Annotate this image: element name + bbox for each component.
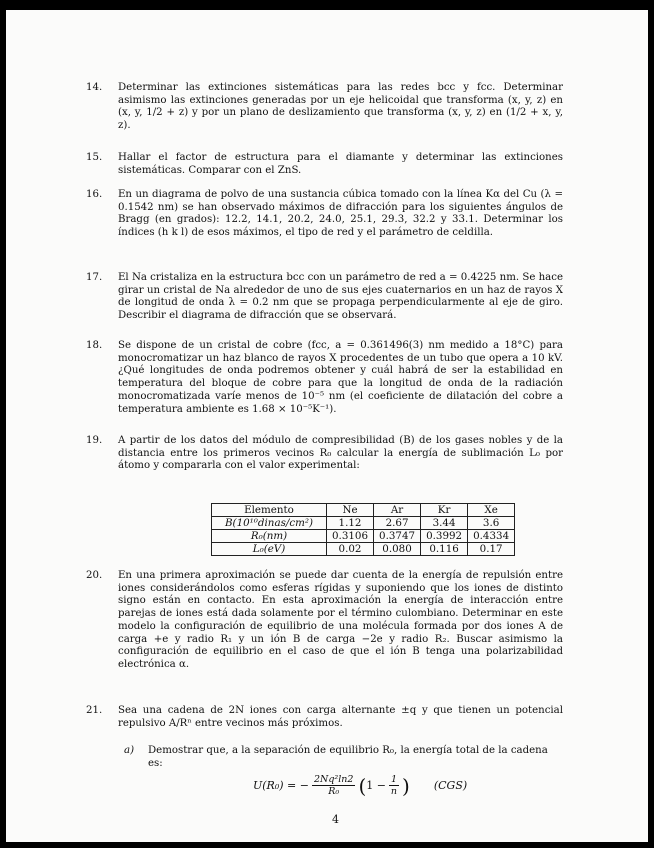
page-number: 4	[332, 813, 339, 826]
table-cell: Ar	[374, 504, 421, 517]
table-cell: 0.4334	[468, 530, 515, 543]
problem-number: 18.	[86, 340, 103, 351]
problem-number: 15.	[86, 152, 103, 163]
problem-text: En un diagrama de polvo de una sustancia cúbica tomado con la línea Kα del Cu (λ = 0.1542 nm) se han observado máximos de difracción para los siguientes ángulos de Bragg (en grados): 12.2, 14.1, 20.2, 24.0, 25.1, 29.3, 32.2 y 33.1. Determinar los índices (h k l) de esos máximos, el tipo de red y el parámetro de celdilla.	[118, 189, 563, 239]
table-cell: 0.3992	[421, 530, 468, 543]
table-cell: 3.6	[468, 517, 515, 530]
problem-number: 16.	[86, 189, 103, 200]
table-header-row	[212, 504, 515, 517]
problem-text: Determinar las extinciones sistemáticas para las redes bcc y fcc. Determinar asimismo las extinciones generadas por un eje helicoidal que transforma (x, y, z) en (x, y, 1/2 + z) y por un plano de deslizamiento que transforma (x, y, z) en (1/2 + x, y, z).	[118, 82, 563, 132]
table-cell: Elemento	[212, 504, 327, 517]
table-cell: B(10¹⁰dinas/cm²)	[212, 517, 327, 530]
equation-fraction	[312, 774, 355, 797]
paren-close: )	[402, 773, 410, 798]
table-cell: 0.3106	[327, 530, 374, 543]
fraction-numerator: 1	[390, 774, 398, 785]
fraction-denominator: R₀	[328, 786, 340, 797]
problem-number: 20.	[86, 570, 103, 581]
table-cell: 0.02	[327, 543, 374, 556]
problem-number: 14.	[86, 82, 103, 93]
problem-14	[86, 82, 563, 133]
energy-equation	[253, 774, 467, 797]
problem-20	[86, 570, 563, 672]
table-cell: Xe	[468, 504, 515, 517]
table-cell: 0.080	[374, 543, 421, 556]
problem-text: Sea una cadena de 2N iones con carga alternante ±q y que tienen un potencial repulsivo A/Rⁿ entre vecinos más próximos.	[118, 705, 563, 729]
noble-gas-table	[211, 503, 515, 556]
table-cell: 0.116	[421, 543, 468, 556]
fraction-numerator: 2Nq²ln2	[313, 774, 354, 785]
table-cell: L₀(eV)	[212, 543, 327, 556]
table-cell: 2.67	[374, 517, 421, 530]
equation-units: (CGS)	[433, 779, 468, 792]
inner-fraction	[389, 774, 399, 797]
problem-number: 21.	[86, 705, 103, 716]
equation-lhs: U(R₀) = −	[253, 779, 309, 792]
subitem-text: Demostrar que, a la separación de equilibrio R₀, la energía total de la cadena es:	[148, 745, 548, 769]
subitem-a	[124, 745, 563, 770]
equation-term: 1 −	[366, 779, 386, 792]
table-row	[212, 543, 515, 556]
problem-15	[86, 152, 563, 177]
problem-21	[86, 705, 563, 730]
table-cell: 0.17	[468, 543, 515, 556]
problem-number: 19.	[86, 435, 103, 446]
table-cell: 3.44	[421, 517, 468, 530]
subitem-label: a)	[124, 745, 135, 756]
problem-text: A partir de los datos del módulo de compresibilidad (B) de los gases nobles y de la distancia entre los primeros vecinos R₀ calcular la energía de sublimación L₀ por átomo y compararla con el valor experimental:	[118, 435, 563, 472]
table-cell: Ne	[327, 504, 374, 517]
problem-text: En una primera aproximación se puede dar cuenta de la energía de repulsión entre iones considerándolos como esferas rígidas y suponiendo que los iones de distinto signo están en contacto. En esta aproximación la energía de interacción entre parejas de iones está dada solamente por el término culombiano. Determinar en este modelo la configuración de equilibrio de una molécula formada por dos iones A de carga +e y radio R₁ y un ión B de carga −2e y radio R₂. Buscar asimismo la configuración de equilibrio en el caso de que el ión B tenga una polarizabilidad electrónica α.	[118, 570, 563, 670]
problem-18	[86, 340, 563, 416]
table-cell: R₀(nm)	[212, 530, 327, 543]
table-cell: 0.3747	[374, 530, 421, 543]
problem-16	[86, 189, 563, 240]
problem-number: 17.	[86, 272, 103, 283]
paren-open: (	[358, 773, 367, 798]
fraction-denominator: n	[390, 786, 398, 797]
problem-text: Se dispone de un cristal de cobre (fcc, a = 0.361496(3) nm medido a 18°C) para monocromatizar un haz blanco de rayos X procedentes de un tubo que opera a 10 kV. ¿Qué longitudes de onda podremos obtener y cuál habrá de ser la estabilidad en temperatura del bloque de cobre para que la longitud de onda de la radiación monocromatizada varíe menos de 10⁻⁵ nm (el coeficiente de dilatación del cobre a temperatura ambiente es 1.68 × 10⁻⁵K⁻¹).	[118, 340, 563, 415]
table-cell: 1.12	[327, 517, 374, 530]
problem-text: El Na cristaliza en la estructura bcc con un parámetro de red a = 0.4225 nm. Se hace girar un cristal de Na alrededor de uno de sus ejes cuaternarios en un haz de rayos X de longitud de onda λ = 0.2 nm que se propaga perpendicularmente al eje de giro. Describir el diagrama de difracción que se observará.	[118, 272, 563, 322]
page	[6, 10, 648, 842]
problem-19	[86, 435, 563, 473]
table-cell: Kr	[421, 504, 468, 517]
table-row	[212, 517, 515, 530]
table-row	[212, 530, 515, 543]
problem-text: Hallar el factor de estructura para el diamante y determinar las extinciones sistemáticas. Comparar con el ZnS.	[118, 152, 563, 176]
problem-17	[86, 272, 563, 323]
